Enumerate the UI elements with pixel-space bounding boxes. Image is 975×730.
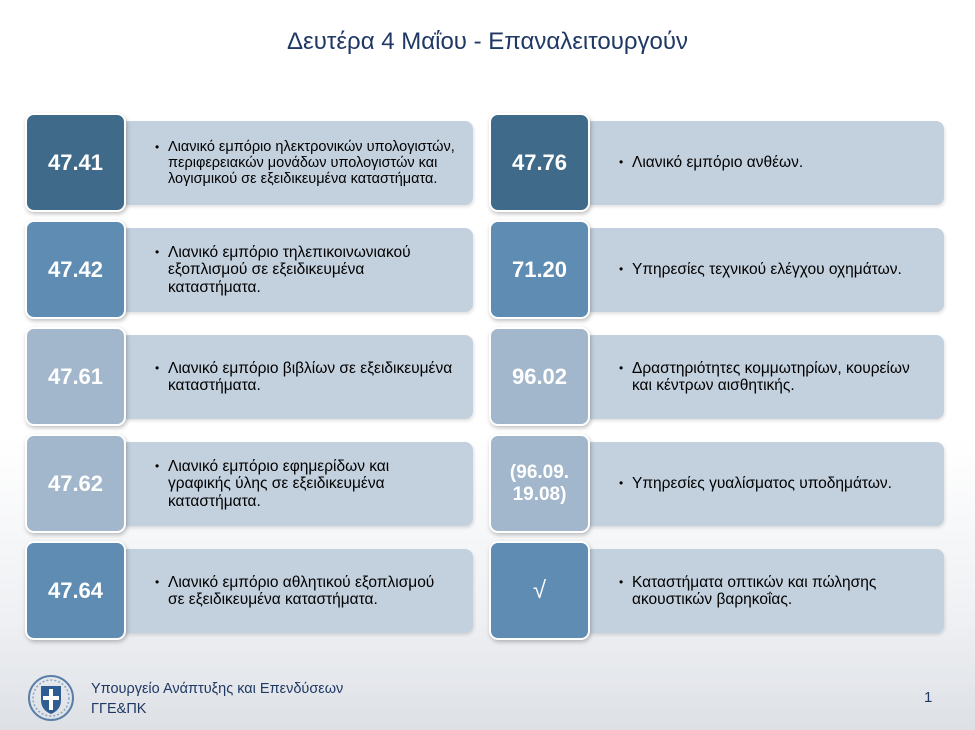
item-text xyxy=(155,442,455,526)
page-title: Δευτέρα 4 Μαΐου - Επαναλειτουργούν xyxy=(287,28,688,55)
code-box: (96.09. 19.08) xyxy=(489,434,590,533)
list-item xyxy=(25,541,475,642)
item-description: Λιανικό εμπόριο τηλεπικοινωνιακού εξοπλισμού σε εξειδικευμένα καταστήματα. xyxy=(168,243,411,296)
bullet-icon: • xyxy=(155,140,160,154)
code-box: 47.64 xyxy=(25,541,126,640)
code-box: 47.61 xyxy=(25,327,126,426)
bullet-icon: • xyxy=(619,476,624,491)
list-item xyxy=(489,220,944,321)
list-item xyxy=(489,541,944,642)
page-number: 1 xyxy=(924,689,933,706)
item-text xyxy=(619,335,924,419)
bullet-icon: • xyxy=(619,155,624,170)
list-item xyxy=(25,434,475,535)
code-box: 96.02 xyxy=(489,327,590,426)
secretariat-name: ΓΓΕ&ΠΚ xyxy=(91,701,147,717)
item-text xyxy=(155,228,455,312)
code-box: 47.41 xyxy=(25,113,126,212)
list-item xyxy=(25,113,475,214)
left-column xyxy=(25,113,475,648)
list-item xyxy=(25,327,475,428)
code-box: 47.42 xyxy=(25,220,126,319)
item-text xyxy=(619,549,924,633)
ministry-name: Υπουργείο Ανάπτυξης και Επενδύσεων xyxy=(91,681,344,697)
list-item xyxy=(489,327,944,428)
greek-coat-of-arms-icon xyxy=(27,672,75,724)
item-text xyxy=(619,228,924,312)
bullet-icon: • xyxy=(155,244,160,259)
item-text xyxy=(155,549,455,633)
right-column xyxy=(489,113,944,648)
bullet-icon: • xyxy=(155,574,160,589)
bullet-icon: • xyxy=(619,262,624,277)
item-description: Καταστήματα οπτικών και πώλησης ακουστικών βαρηκοΐας. xyxy=(632,573,877,608)
item-description: Υπηρεσίες τεχνικού ελέγχου οχημάτων. xyxy=(632,261,902,279)
item-text xyxy=(155,335,455,419)
item-text xyxy=(619,121,924,205)
list-item xyxy=(25,220,475,321)
bullet-icon: • xyxy=(619,360,624,375)
item-description: Υπηρεσίες γυαλίσματος υποδημάτων. xyxy=(632,475,892,493)
bullet-icon: • xyxy=(155,360,160,375)
item-description: Λιανικό εμπόριο αθλητικού εξοπλισμού σε εξειδικευμένα καταστήματα. xyxy=(168,573,435,608)
item-description: Λιανικό εμπόριο ηλεκτρονικών υπολογιστών, περιφερειακών μονάδων υπολογιστών και λογισμικού σε εξειδικευμένα καταστήματα. xyxy=(168,139,455,187)
code-box: 47.76 xyxy=(489,113,590,212)
list-item xyxy=(489,113,944,214)
list-item xyxy=(489,434,944,535)
item-description: Λιανικό εμπόριο βιβλίων σε εξειδικευμένα καταστήματα. xyxy=(168,359,453,394)
item-description: Δραστηριότητες κομμωτηρίων, κουρείων και κέντρων αισθητικής. xyxy=(632,359,910,394)
bullet-icon: • xyxy=(155,458,160,473)
item-description: Λιανικό εμπόριο ανθέων. xyxy=(632,154,804,172)
item-description: Λιανικό εμπόριο εφημερίδων και γραφικής ύλης σε εξειδικευμένα καταστήματα. xyxy=(168,457,390,510)
check-mark-icon: √ xyxy=(489,541,590,640)
code-box: 71.20 xyxy=(489,220,590,319)
code-box: 47.62 xyxy=(25,434,126,533)
item-text xyxy=(155,121,455,205)
item-text xyxy=(619,442,924,526)
bullet-icon: • xyxy=(619,574,624,589)
